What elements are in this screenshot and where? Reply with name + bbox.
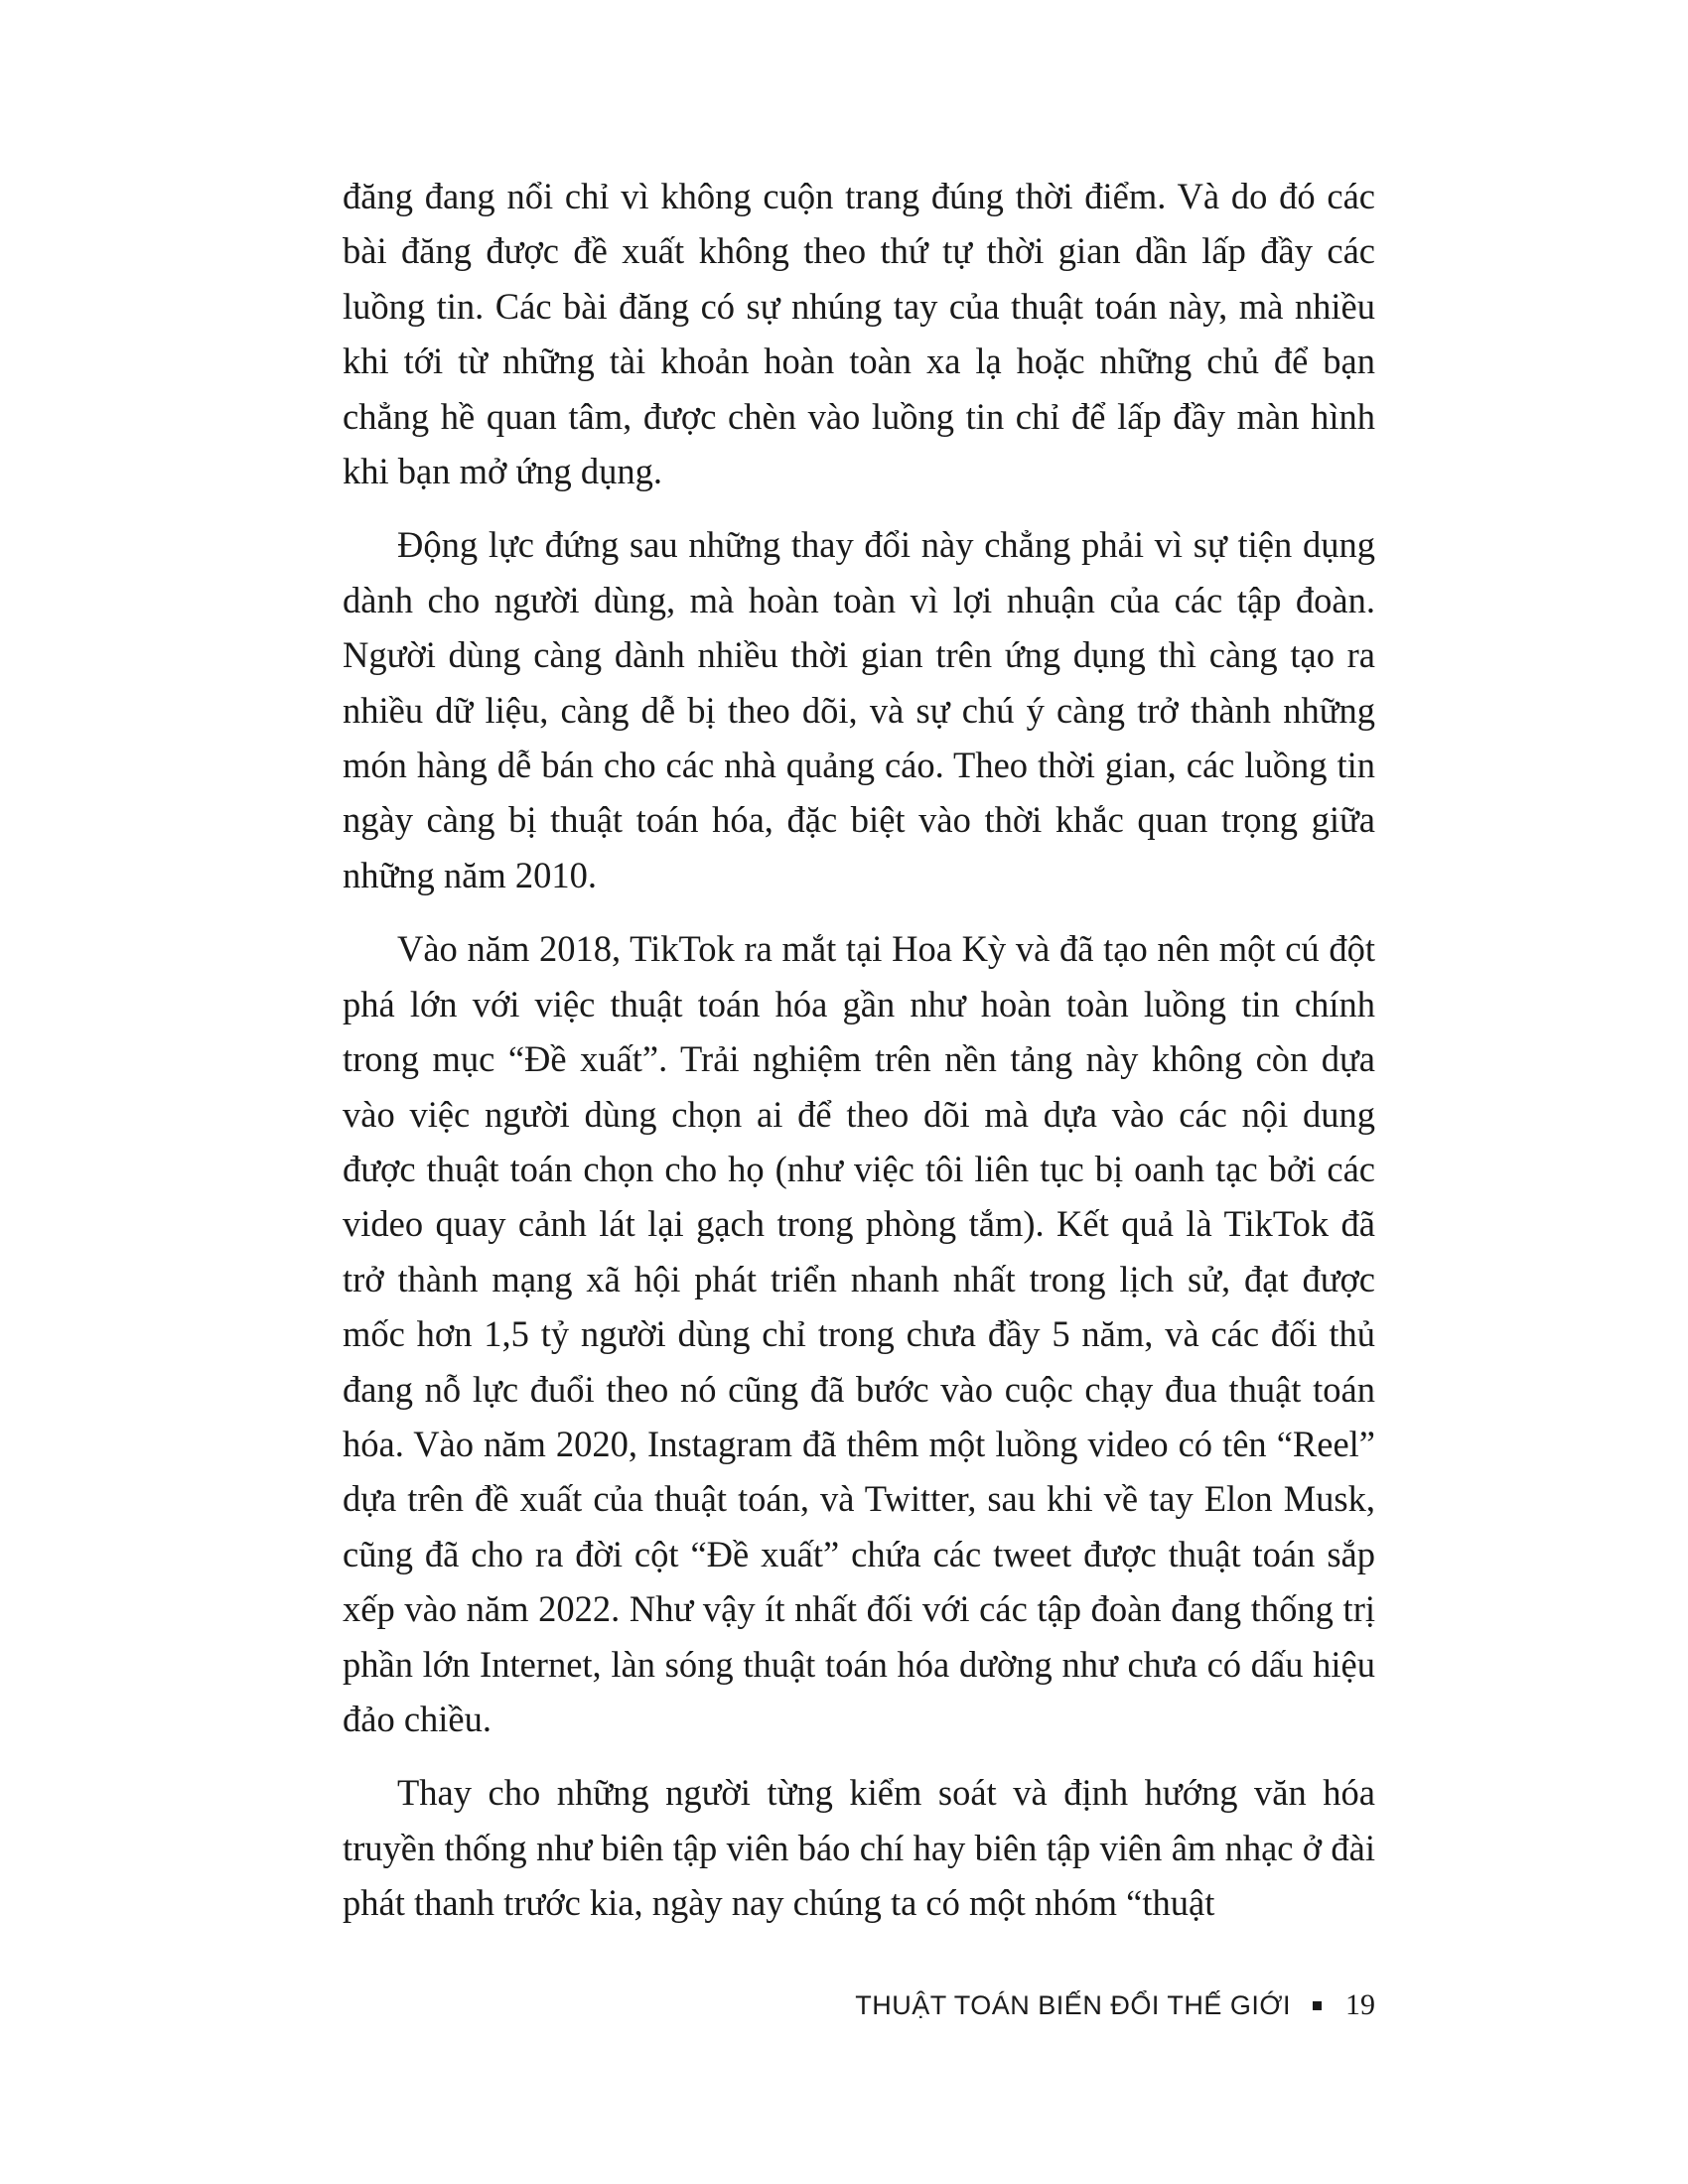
body-text [343,169,1375,1950]
paragraph-1: đăng đang nổi chỉ vì không cuộn trang đúng thời điểm. Và do đó các bài đăng được đề xuất không theo thứ tự thời gian dần lấp đầy các luồng tin. Các bài đăng có sự nhúng tay của thuật toán này, mà nhiều khi tới từ những tài khoản hoàn toàn xa lạ hoặc những chủ để bạn chẳng hề quan tâm, được chèn vào luồng tin chỉ để lấp đầy màn hình khi bạn mở ứng dụng. [343,176,1375,492]
square-separator-icon [1313,2001,1322,2010]
paragraph-2: Động lực đứng sau những thay đổi này chẳng phải vì sự tiện dụng dành cho người dùng, mà hoàn toàn vì lợi nhuận của các tập đoàn. Người dùng càng dành nhiều thời gian trên ứng dụng thì càng tạo ra nhiều dữ liệu, càng dễ bị theo dõi, và sự chú ý càng trở thành những món hàng dễ bán cho các nhà quảng cáo. Theo thời gian, các luồng tin ngày càng bị thuật toán hóa, đặc biệt vào thời khắc quan trọng giữa những năm 2010. [343,524,1375,895]
page-number: 19 [1345,1988,1375,2021]
page-footer [343,1985,1375,2025]
paragraph-4: Thay cho những người từng kiểm soát và định hướng văn hóa truyền thống như biên tập viên báo chí hay biên tập viên âm nhạc ở đài phát thanh trước kia, ngày nay chúng ta có một nhóm “thuật [343,1772,1375,1924]
paragraph-3: Vào năm 2018, TikTok ra mắt tại Hoa Kỳ và đã tạo nên một cú đột phá lớn với việc thuật toán hóa gần như hoàn toàn luồng tin chính trong mục “Đề xuất”. Trải nghiệm trên nền tảng này không còn dựa vào việc người dùng chọn ai để theo dõi mà dựa vào các nội dung được thuật toán chọn cho họ (như việc tôi liên tục bị oanh tạc bởi các video quay cảnh lát lại gạch trong phòng tắm). Kết quả là TikTok đã trở thành mạng xã hội phát triển nhanh nhất trong lịch sử, đạt được mốc hơn 1,5 tỷ người dùng chỉ trong chưa đầy 5 năm, và các đối thủ đang nỗ lực đuổi theo nó cũng đã bước vào cuộc chạy đua thuật toán hóa. Vào năm 2020, Instagram đã thêm một luồng video có tên “Reel” dựa trên đề xuất của thuật toán, và Twitter, sau khi về tay Elon Musk, cũng đã cho ra đời cột “Đề xuất” chứa các tweet được thuật toán sắp xếp vào năm 2022. Như vậy ít nhất đối với các tập đoàn đang thống trị phần lớn Internet, làn sóng thuật toán hóa dường như chưa có dấu hiệu đảo chiều. [343,928,1375,1739]
running-title: THUẬT TOÁN BIẾN ĐỔI THẾ GIỚI [855,1989,1291,2020]
